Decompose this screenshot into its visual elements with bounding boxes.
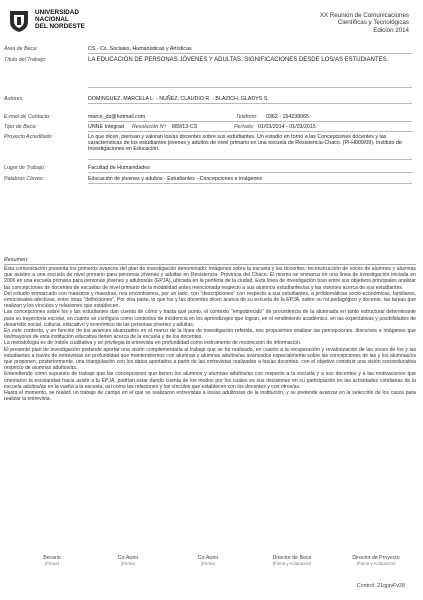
email-value: marce_dz@hotmail.com <box>88 114 146 120</box>
lugar-label: Lugar de Trabajo: <box>4 165 46 171</box>
signature-director-beca <box>262 555 322 567</box>
signature-coautor-1 <box>98 555 158 567</box>
university-line-1: UNIVERSIDAD <box>35 9 80 16</box>
signature-sub: (Firma) <box>120 561 136 566</box>
resumen-paragraph: Del estudio enmarcado con maestros y maestras, nos encontramos, por un lado, con "descripciones" con respecto a sus estudiantes, a problemáticas socio-económicas, familiares, emocionales-afectivas, entre otras "definiciones". Por otra parte, lo que los y las docentes dicen acerca de su escuela de la EPJA, sobre su rol pedagógico y docente, las tareas que realizan y los vínculos y relaciones que establecen. <box>4 290 416 310</box>
university-name <box>35 10 85 30</box>
resumen-paragraph: Entendiendo como supuesto de trabajo que las concepciones que tienen los alumnos y alumnas adultos/as con respecto a la escuela y a sus docentes y a las motivaciones que orientaron la escolaridad hacia asistir a la EPJA, podrían estar dando cuenta de los modos por los cuales es sus decisiones en su participación en las actividades cotidianas de la escuela adultos/as en la vuelta a la escuela, así como las relaciones y los vínculos que establecen con los docentes y con otros/as. <box>4 371 416 390</box>
signature-sub: (Firma) <box>200 561 216 566</box>
event-line-2: Científicas y Tecnológicas <box>337 19 409 27</box>
palabras-label: Palabras Claves: <box>4 176 45 182</box>
event-line-3: Edición 2014 <box>373 26 409 34</box>
signature-sub: (Firma y Aclaración) <box>356 561 396 566</box>
email-label: E-mail de Contacto: <box>4 114 51 120</box>
signature-name: Becario <box>43 555 61 561</box>
resumen-paragraph: La metodología es de índole cualitativa y se privilegia la entrevista en profundidad como instrumento de recolección de información. <box>4 340 302 347</box>
signature-becario <box>22 555 82 567</box>
telefono-value: 0362 - 154238065 <box>266 114 310 120</box>
signature-name: Director de Beca <box>272 555 312 561</box>
resumen-paragraph: El presente plan de investigación pretende aportar una visión complementaria al trabajo que se ha realizado, en cuanto a la recuperación y revalorización de las voces de los y las estudiantes a través de entrevistas en profundidad que mantendremos con alumnas y alumnas adultos/as avanzados especialmente sobre las concepciones de las y los alumnas/os que proponen, posteriormente, una triangulación con los datos aportados a partir de las entrevistas realizadas a los/as docentes, con el objetivo construir una visión socioeducativa respecto de alumnas adultos/as. <box>4 346 416 372</box>
proyecto-label: Proyecto Acreditado: <box>4 134 53 140</box>
periodo-value: 01/03/2014 - 01/03/2015 <box>258 124 316 130</box>
signature-director-proyecto <box>346 555 406 567</box>
tipo-value: UNNE Integrad <box>88 124 124 130</box>
resolucion-value: 889/13-CS <box>172 124 198 130</box>
university-logo-icon <box>8 9 30 33</box>
signature-sub: (Firma) <box>44 561 60 566</box>
signature-sub: (Firma y Aclaración) <box>272 561 312 566</box>
signature-coautor-2 <box>178 555 238 567</box>
signature-block <box>0 555 423 585</box>
area-value: CS - Cs. Sociales, Humanísticas y Artísticas <box>88 46 192 52</box>
signature-name: Director de Proyecto <box>352 555 400 561</box>
periodo-label: Período: <box>234 124 255 130</box>
titulo-label: Título del Trabajo: <box>4 57 47 63</box>
resumen-paragraph: Hasta el momento, se realizó un trabajo de campo en el que se realizaron entrevistas a los/as adultos/as de la institución, y se pretende avanzar en la selección de los casos para realizar la entrevista. <box>4 390 416 403</box>
control-code: Control: 21qjqvFv28 <box>356 583 405 589</box>
palabras-value: Educación de jóvenes y adultos - Estudiantes - Concepciones e imágenes <box>88 176 263 182</box>
titulo-value: LA EDUCACIÓN DE PERSONAS JÓVENES Y ADULTAS. SIGNIFICACIONES DESDE LOS/AS ESTUDIANTES. <box>88 57 389 63</box>
tipo-label: Tipo de Beca: <box>4 124 37 130</box>
event-line-1: XX Reunión de Comunicaciones <box>319 12 409 19</box>
resumen-paragraph: Las concepciones sobre los y las estudiantes dan cuenta de cómo y hasta qué punto, el contexto "empobrecido" de procedencia de la alumnada en tanto estructural determinante para su trayectoria escolar, en cuanto se configura como contextos de incidencia en los aprendizajes que logran, en el rendimiento académico, en las expectativas y posibilidades de desarrollo social, cultural, educativo y económico de las personas jóvenes y adultas. <box>4 309 416 328</box>
resumen-paragraph: En este contexto, y en función de los avances alcanzados en el marco de la línea de investigación referida, nos propusimos analizar las percepciones, discursos e imágenes que las/mayores de esta institución educativa tienen acerca de la escuela y de los docentes. <box>4 328 416 341</box>
area-label: Área de Beca: <box>4 46 38 52</box>
university-line-3: DEL NORDESTE <box>35 22 85 30</box>
resumen-body <box>4 266 416 402</box>
signature-name: Co-Autor <box>197 555 219 561</box>
document-header <box>0 0 423 44</box>
signature-name: Co-Autor <box>117 555 139 561</box>
university-line-2: NACIONAL <box>35 15 69 23</box>
lugar-value: Facultad de Humanidades <box>88 165 150 171</box>
resolucion-label: Resolución Nº: <box>132 124 167 130</box>
autores-value: DOMINGUEZ, MARCELA L. - NUÑEZ, CLAUDIO R. - BLAZICH, GLADYS S. <box>88 96 269 102</box>
event-title <box>320 12 409 34</box>
resumen-paragraph: Esta comunicación presenta los primeros avances del plan de investigación denominado: Imágenes sobre la escuela y los docentes: reconstrucción de voces de alumnos y alumnas que asisten a una escuela de nivel primario para personas jóvenes y adultas en Resistencia, Provincia del Chaco. El mismo se enmarca en una línea de investigación iniciada en 2006 en una escuela primaria para personas jóvenes y adultos/as (EPJA), ubicada en la periferia de la ciudad. Esta línea de investigación tuvo entre sus objetivos principales analizar las concepciones de docentes de escuelas de nivel primario de la modalidad antes mencionada respecto a sus alumnos estudiantes/as y las visiones acerca de sus estudiantes. <box>4 266 416 291</box>
resumen-header <box>4 257 416 265</box>
proyecto-value: Lo que dicen, piensan y valoran los/as docentes sobre sus estudiantes. Un estudio en torno a las Concepciones docentes y las características de los estudiantes jóvenes y adultos de nivel primario en una escuela de Resistencia-Chaco. (PI-H009/09). Instituto de Investigaciones en Educación. <box>88 134 402 153</box>
resumen-title: Resumen: <box>4 257 29 263</box>
telefono-label: Teléfono: <box>236 114 258 120</box>
autores-label: Autores: <box>4 96 24 102</box>
